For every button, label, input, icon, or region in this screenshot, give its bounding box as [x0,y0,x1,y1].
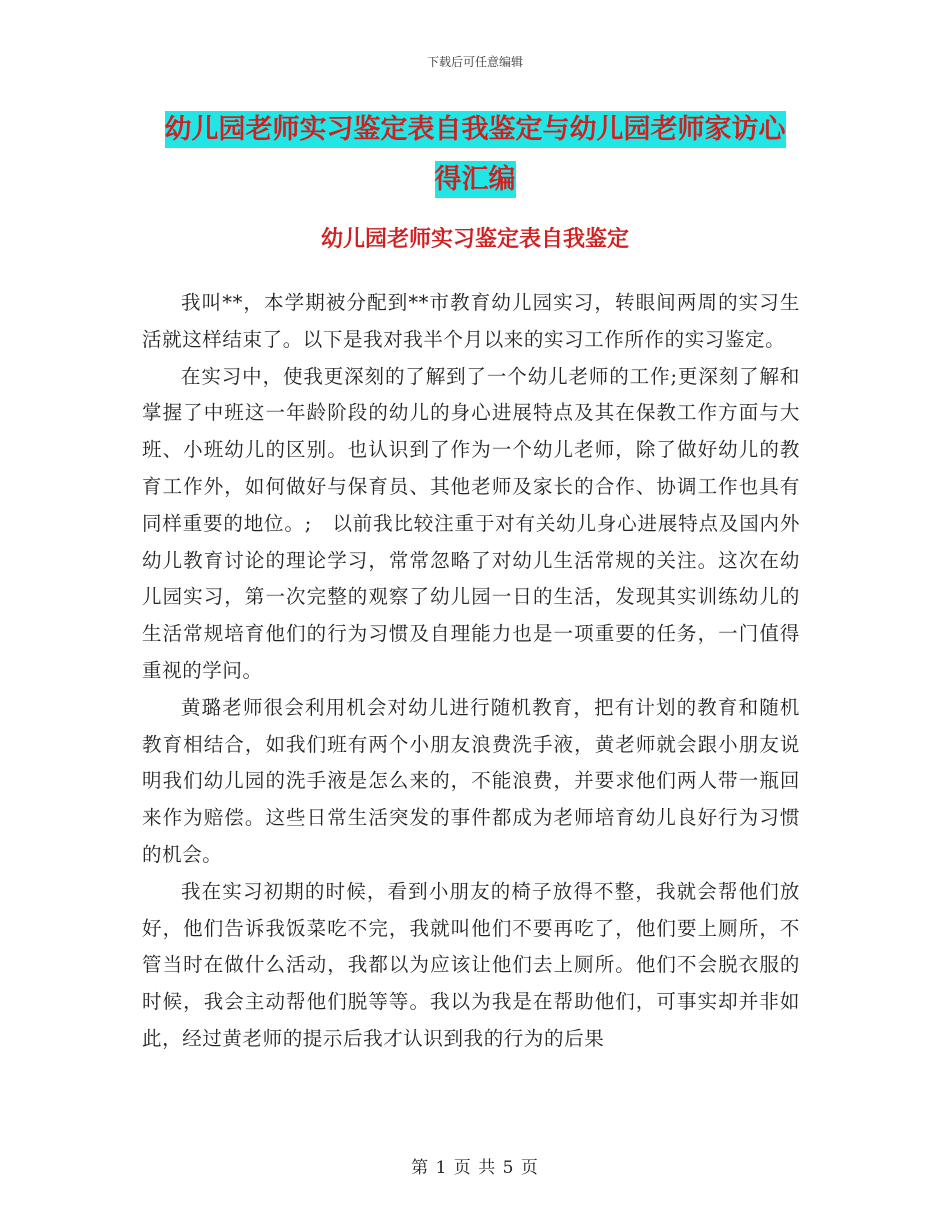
paragraph: 我叫**，本学期被分配到**市教育幼儿园实习，转眼间两周的实习生活就这样结束了。以下是我对我半个月以来的实习工作所作的实习鉴定。 [142,291,800,351]
paragraph: 在实习中，使我更深刻的了解到了一个幼儿老师的工作;更深刻了解和掌握了中班这一年龄阶段的幼儿的身心进展特点及其在保教工作方面与大班、小班幼儿的区别。也认识到了作为一个幼儿老师，除了做好幼儿的教育工作外，如何做好与保育员、其他老师及家长的合作、协调工作也具有同样重要的地位。; 以前我比较注重于对有关幼儿身心进展特点及国内外幼儿教育讨论的理论学习，常常忽略了对幼儿生活常规的关注。这次在幼儿园实习，第一次完整的观察了幼儿园一日的生活，发现其实训练幼儿的生活常规培育他们的行为习惯及自理能力也是一项重要的任务，一门值得重视的学问。 [142,364,800,682]
document-body [142,285,800,1058]
document-title [140,105,810,205]
header-note: 下载后可任意编辑 [426,55,523,69]
title-line-2: 得汇编 [435,161,516,198]
page-number-footer: 第 1 页 共 5 页 [411,1158,539,1178]
title-line-1: 幼儿园老师实习鉴定表自我鉴定与幼儿园老师家访心 [165,111,786,148]
section-heading: 幼儿园老师实习鉴定表自我鉴定 [320,226,629,252]
paragraph: 我在实习初期的时候，看到小朋友的椅子放得不整，我就会帮他们放好，他们告诉我饭菜吃不完，我就叫他们不要再吃了，他们要上厕所，不管当时在做什么活动，我都以为应该让他们去上厕所。他们不会脱衣服的时候，我会主动帮他们脱等等。我以为我是在帮助他们，可事实却并非如此，经过黄老师的提示后我才认识到我的行为的后果 [142,879,800,1050]
paragraph: 黄璐老师很会利用机会对幼儿进行随机教育，把有计划的教育和随机教育相结合，如我们班有两个小朋友浪费洗手液，黄老师就会跟小朋友说明我们幼儿园的洗手液是怎么来的，不能浪费，并要求他们两人带一瓶回来作为赔偿。这些日常生活突发的事件都成为老师培育幼儿良好行为习惯的机会。 [142,695,800,866]
